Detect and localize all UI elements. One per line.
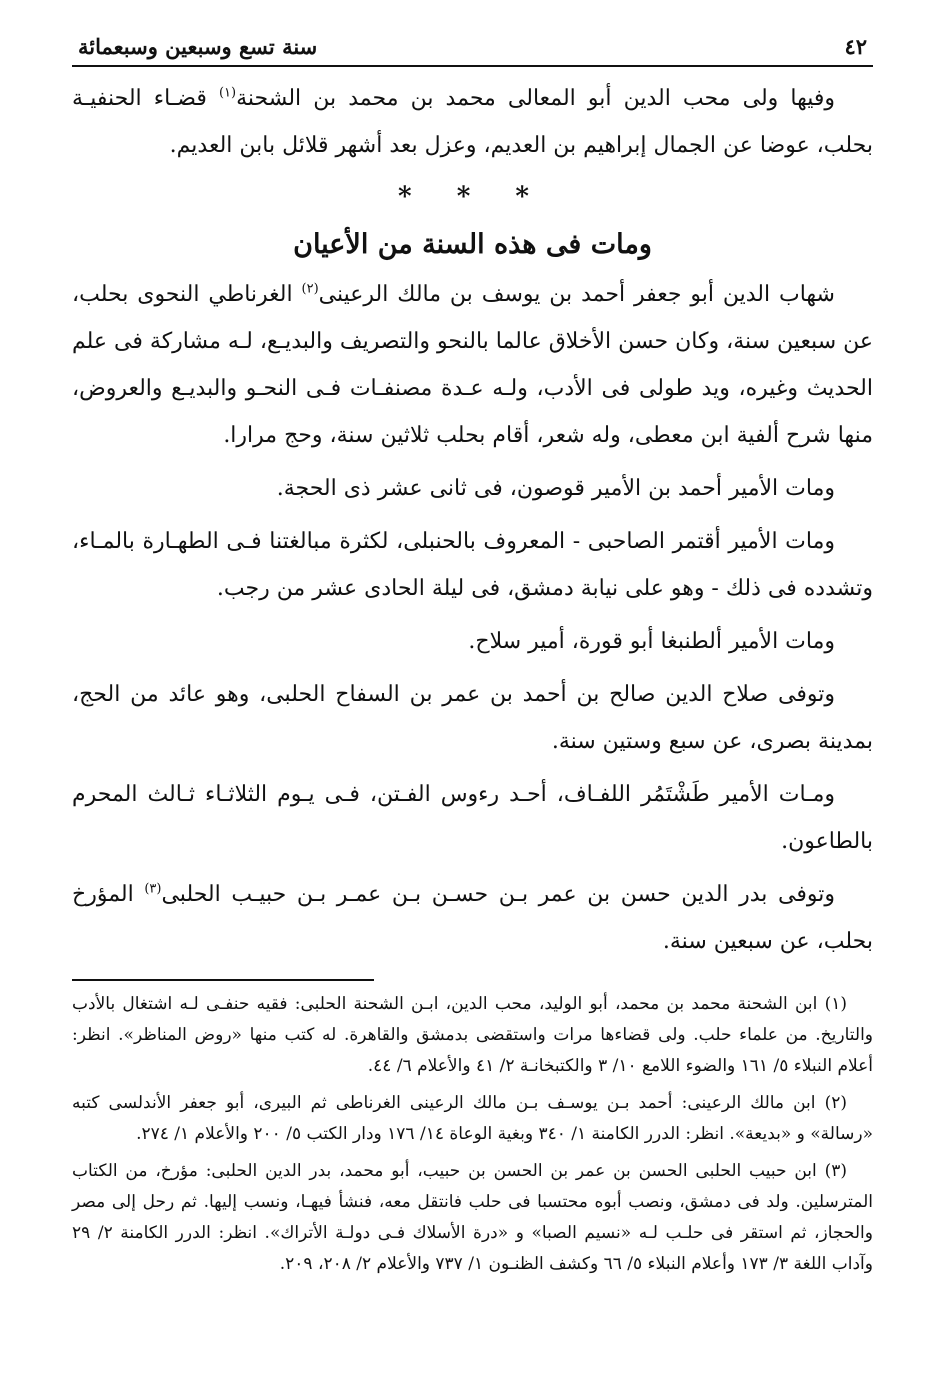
obituary-entry (72, 871, 873, 965)
entry-text: ومـات الأمير طَشْتَمُر اللفـاف، أحـد رءوس الفـتن، فـى يـوم الثلاثـاء ثـالث المحرم بالطاعون. (72, 782, 873, 854)
section-title: ومات فى هذه السنة من الأعيان (293, 229, 652, 260)
obituary-entry (72, 518, 873, 612)
entry-text: شهاب الدين أبو جعفر أحمد بن يوسف بن مالك الرعينى (318, 282, 835, 307)
obituary-list (72, 271, 873, 965)
obituary-entry (72, 671, 873, 765)
entry-text-cont: الغرناطي النحوى بحلب، عن سبعين سنة، وكان حسن الأخلاق عالما بالنحو والتصريف والبديـع، لـه مشاركة فى علم الحديث وغيره، ويد طولى فى الأدب، ولـه عـدة مصنفـات فـى النحـو والبديـع والعروض، منها شرح ألفية ابن معطى، وله شعر، أقام بحلب ثلاثين سنة، وحج مرارا. (72, 282, 873, 448)
running-header (72, 34, 873, 67)
entry-text: ومات الأمير ألطنبغا أبو قورة، أمير سلاح. (468, 629, 835, 654)
footnotes (72, 989, 873, 1280)
obituary-entry (72, 771, 873, 865)
footnote: (١) ابن الشحنة محمد بن محمد، أبو الوليد، محب الدين، ابـن الشحنة الحلبى: فقيه حنفـى لـه اشتغال بالأدب والتاريخ. من علماء حلب. ولى قضاءها مرات واستقضى بدمشق والقاهرة. له كتب منها «روض المناظر». انظر: أعلام النبلاء ٥/ ١٦١ والضوء اللامع ١٠/ ٣ والكتبخانـة ٢/ ٤١ والأعلام ٦/ ٤٤. (72, 994, 873, 1076)
running-title: سنة تسع وسبعين وسبعمائة (78, 34, 318, 59)
entry-text: ومات الأمير أقتمر الصاحبى - المعروف بالحنبلى، لكثرة مبالغتنا فـى الطهـارة بالمـاء، وتشدده فى ذلك - وهو على نيابة دمشق، فى ليلة الحادى عشر من رجب. (72, 529, 873, 601)
footnote: (٣) ابن حبيب الحلبى الحسن بن عمر بن الحسن بن حبيب، أبو محمد، بدر الدين الحلبى: مؤرخ، من الكتاب المترسلين. ولد فى دمشق، ونصب أبوه محتسبا فى حلب فانتقل معه، فنشأ فيهـا، ونسب إليها. ثم رحل إلى مصر والحجاز، ثم استقر فى حلـب لـه «نسيم الصبا» و «درة الأسلاك فـى دولـة الأتراك». انظر: الدرر الكامنة ٢/ ٢٩ وآداب اللغة ٣/ ١٧٣ وأعلام النبلاء ٥/ ٦٦ وكشف الظنـون ١/ ٧٣٧ والأعلام ٢/ ٢٠٨، ٢٠٩. (72, 1161, 873, 1274)
obituary-entry (72, 271, 873, 459)
footnote-ref: (٣) (144, 881, 162, 897)
intro-text: وفيها ولى محب الدين أبو المعالى محمد بن محمد بن الشحنة (236, 86, 835, 111)
footnote-ref: (٢) (301, 281, 319, 297)
entry-text: ومات الأمير أحمد بن الأمير قوصون، فى ثانى عشر ذى الحجة. (276, 476, 835, 501)
intro-paragraph (72, 75, 873, 169)
entry-text: وتوفى بدر الدين حسن بن عمر بـن حسـن بـن عمـر بـن حبيـب الحلبى (161, 882, 836, 907)
page-number: ٤٢ (844, 34, 867, 59)
footnote: (٢) ابن مالك الرعينى: أحمد بـن يوسـف بـن مالك الرعينى الغرناطى ثم البيرى، أبو جعفر الأندلسى كتبه «رسالة» و «بديعة». انظر: الدرر الكامنة ١/ ٣٤٠ وبغية الوعاة ١٤/ ١٧٦ ودار الكتب ٥/ ٢٠٠ والأعلام ١/ ٢٧٤. (72, 1093, 873, 1144)
entry-text-cont: المؤرخ بحلب، عن سبعين سنة. (72, 882, 873, 954)
obituary-entry (72, 618, 873, 665)
section-separator: * * * (398, 182, 547, 212)
footnote-ref: (١) (218, 85, 237, 101)
footnote-rule-wrap (72, 979, 873, 981)
footnote-divider (72, 979, 374, 981)
entry-text: وتوفى صلاح الدين صالح بن أحمد بن عمر بن السفاح الحلبى، وهو عائد من الحج، بمدينة بصرى، عن سبع وستين سنة. (72, 682, 873, 754)
intro-text-cont: قضـاء الحنفيـة بحلب، عوضا عن الجمال إبراهيم بن العديم، وعزل بعد أشهر قلائل بابن العديم. (72, 86, 873, 158)
main-text (72, 75, 873, 965)
obituary-entry (72, 465, 873, 512)
